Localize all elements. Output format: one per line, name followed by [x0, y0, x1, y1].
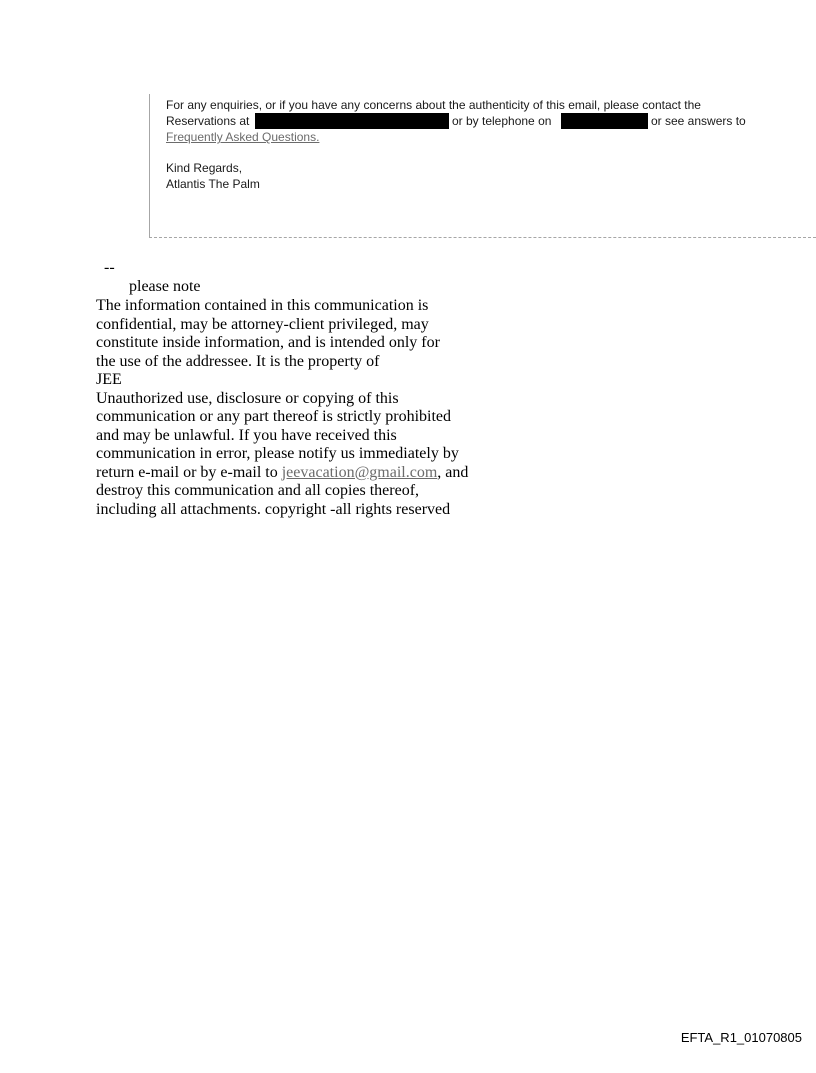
redacted-phone-number [561, 113, 648, 129]
disclaimer-line: confidential, may be attorney-client privileged, may [96, 315, 429, 333]
disclaimer-link-prefix: return e-mail or by e-mail to [96, 463, 282, 481]
telephone-label: or by telephone on [452, 114, 552, 128]
disclaimer-line: destroy this communication and all copies thereof, [96, 482, 420, 499]
note-heading: please note [129, 278, 201, 295]
disclaimer-line: Unauthorized use, disclosure or copying of this [96, 389, 399, 407]
reservations-label: Reservations at [166, 114, 250, 128]
sender-name: Atlantis The Palm [166, 177, 260, 191]
disclaimer-link-line [96, 464, 496, 483]
disclaimer-line: communication in error, please notify us immediately by [96, 445, 459, 462]
disclaimer-line: constitute inside information, and is intended only for [96, 334, 440, 351]
regards-text: Kind Regards, [166, 161, 243, 175]
disclaimer-line: The information contained in this communication is [96, 297, 429, 314]
disclaimer-line: JEE [96, 371, 122, 388]
answers-label: or see answers to [651, 114, 746, 128]
signature-separator: -- [104, 259, 115, 276]
redacted-email-address [255, 113, 449, 129]
confidentiality-disclaimer [96, 297, 496, 519]
enquiries-text: For any enquiries, or if you have any concerns about the authenticity of this email, please contact the [166, 98, 701, 112]
disclaimer-link-suffix: , and [437, 463, 469, 481]
disclaimer-line: including all attachments. copyright -all rights reserved [96, 500, 451, 518]
document-id: EFTA_R1_01070805 [680, 1030, 802, 1045]
disclaimer-line: communication or any part thereof is strictly prohibited [96, 408, 452, 425]
contact-email-link[interactable]: jeevacation@gmail.com [281, 463, 438, 481]
faq-link[interactable]: Frequently Asked Questions. [166, 130, 320, 144]
disclaimer-line: and may be unlawful. If you have received this [96, 426, 397, 444]
disclaimer-line: the use of the addressee. It is the property of [96, 352, 380, 370]
